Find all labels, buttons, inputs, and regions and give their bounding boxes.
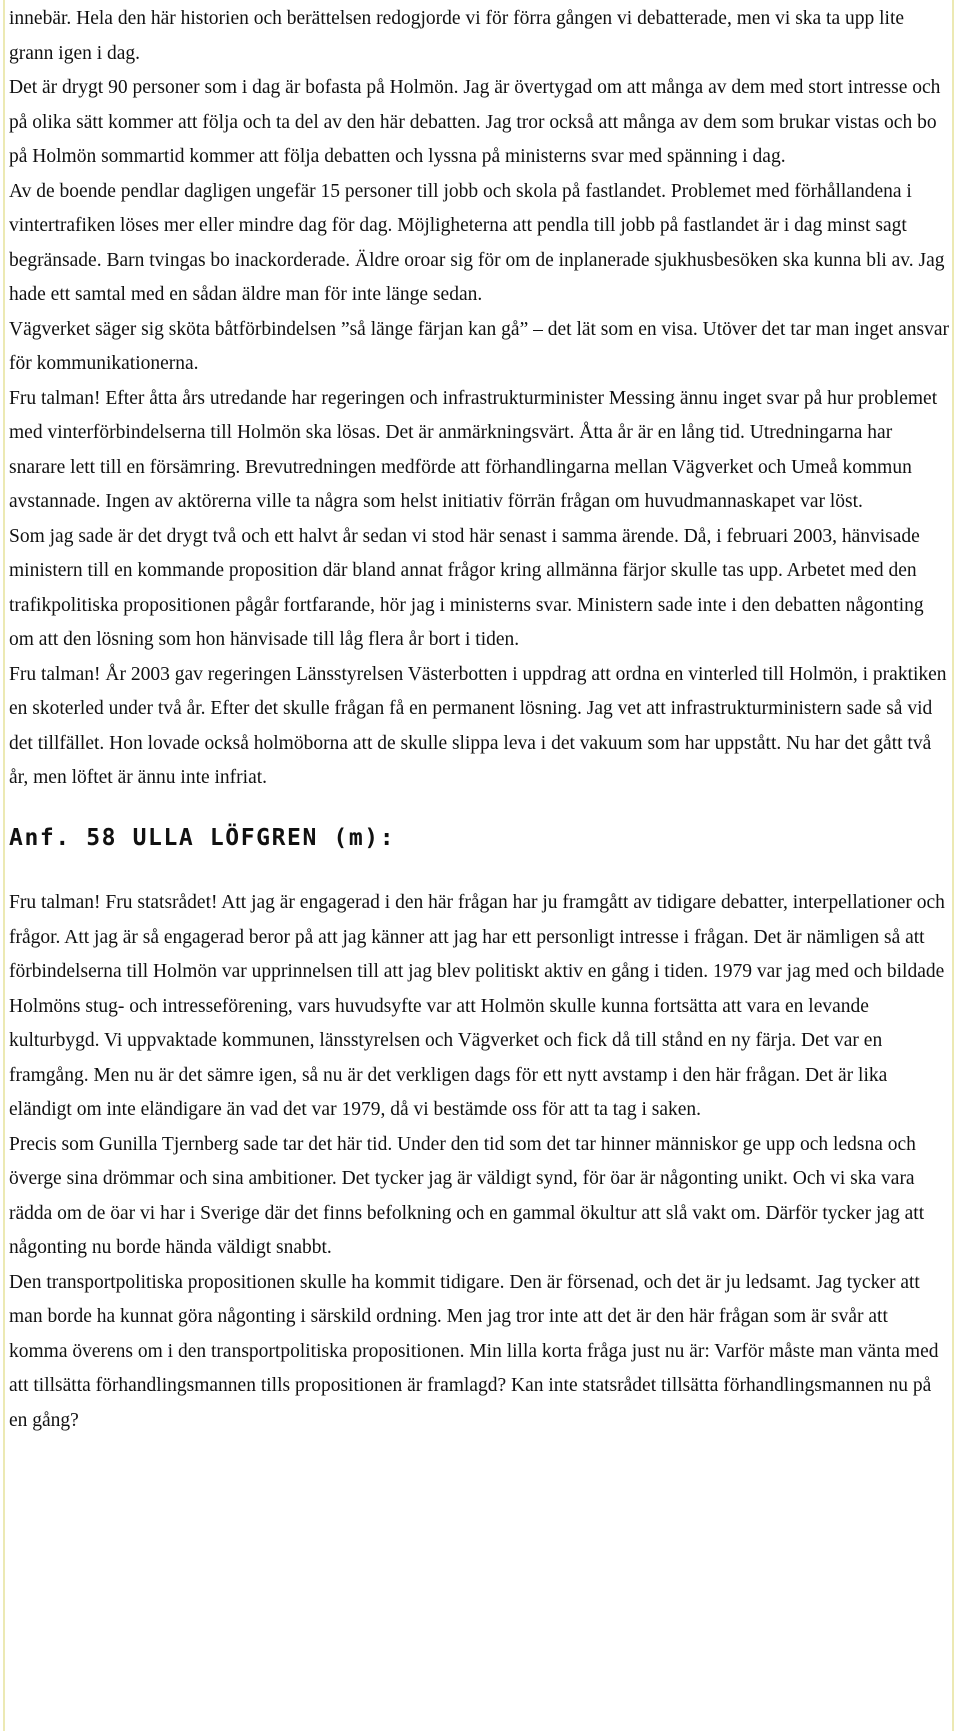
paragraph: Av de boende pendlar dagligen ungefär 15 personer till jobb och skola på fastlandet. Problemet med förhållandena i vintertrafiken löses mer eller mindre dag för dag. Möjligheterna att pendla till jobb på fastlandet är i dag minst sagt begränsade. Barn tvingas bo inackorderade. Äldre oroar sig för om de inplanerade sjukhusbesöken ska kunna bli av. Jag hade ett samtal med en sådan äldre man för inte länge sedan. — [9, 180, 945, 305]
paragraph: Vägverket säger sig sköta båtförbindelsen ”så länge färjan kan gå” – det lät som en visa. Utöver det tar man inget ansvar för kommunikationerna. — [9, 318, 949, 374]
document-body — [9, 2, 949, 1438]
left-border-rule — [3, 0, 5, 1731]
paragraph: Fru talman! År 2003 gav regeringen Länsstyrelsen Västerbotten i uppdrag att ordna en vinterled till Holmön, i praktiken en skoterled under två år. Efter det skulle frågan få en permanent lösning. Jag vet att infrastrukturministern sade så vid det tillfället. Hon lovade också holmöborna att de skulle slippa leva i det vakuum som har uppstått. Nu har det gått två år, men löftet är ännu inte infriat. — [9, 663, 947, 788]
speaker-heading: Anf. 58 ULLA LÖFGREN (m): — [9, 824, 396, 851]
right-border-rule — [952, 0, 954, 1731]
paragraph: Precis som Gunilla Tjernberg sade tar det här tid. Under den tid som det tar hinner människor ge upp och ledsna och överge sina drömmar och sina ambitioner. Det tycker jag är väldigt synd, för öar är någonting unikt. Och vi ska vara rädda om de öar vi har i Sverige där det finns befolkning och en gammal ökultur att slå vakt om. Därför tycker jag att någonting nu borde hända väldigt snabbt. — [9, 1133, 925, 1258]
paragraph: Fru talman! Efter åtta års utredande har regeringen och infrastrukturminister Messing ännu inget svar på hur problemet med vinterförbindelserna till Holmön ska lösas. Det är anmärkningsvärt. Åtta år är en lång tid. Utredningarna har snarare lett till en försämring. Brevutredningen medförde att förhandlingarna mellan Vägverket och Umeå kommun avstannade. Ingen av aktörerna ville ta några som helst initiativ förrän frågan om huvudmannaskapet var löst. — [9, 387, 938, 512]
paragraph: Fru talman! Fru statsrådet! Att jag är engagerad i den här frågan har ju framgått av tidigare debatter, interpellationer och frågor. Att jag är så engagerad beror på att jag känner att jag har ett personligt intresse i frågan. Det är nämligen så att förbindelserna till Holmön var upprinnelsen till att jag blev politiskt aktiv en gång i tiden. 1979 var jag med och bildade Holmöns stug- och intresseförening, vars huvudsyfte var att Holmön skulle kunna fortsätta att vara en levande kulturbygd. Vi uppvaktade kommunen, länsstyrelsen och Vägverket och fick då till stånd en ny färja. Det var en framgång. Men nu är det sämre igen, så nu är det verkligen dags för ett nytt avstamp i den här frågan. Det är lika eländigt om inte eländigare än vad det var 1979, då vi bestämde oss för att ta tag i saken. — [9, 892, 945, 1120]
paragraph: Som jag sade är det drygt två och ett halvt år sedan vi stod här senast i samma ärende. Då, i februari 2003, hänvisade ministern till en kommande proposition där bland annat frågor kring allmänna färjor skulle tas upp. Arbetet med den trafikpolitiska propositionen pågår fortfarande, hör jag i ministerns svar. Ministern sade inte i den debatten någonting om att den lösning som hon hänvisade till låg flera år bort i tiden. — [9, 525, 924, 650]
paragraph: Den transportpolitiska propositionen skulle ha kommit tidigare. Den är försenad, och det är ju ledsamt. Jag tycker att man borde ha kunnat göra någonting i särskild ordning. Men jag tror inte att det är den här frågan som är svår att komma överens om i den transportpolitiska propositionen. Min lilla korta fråga just nu är: Varför måste man vänta med att tillsätta förhandlingsmannen tills propositionen är framlagd? Kan inte statsrådet tillsätta förhandlingsmannen nu på en gång? — [9, 1271, 939, 1431]
paragraph: innebär. Hela den här historien och berättelsen redogjorde vi för förra gången vi debatterade, men vi ska ta upp lite grann igen i dag. — [9, 8, 905, 64]
paragraph: Det är drygt 90 personer som i dag är bofasta på Holmön. Jag är övertygad om att många av dem med stort intresse och på olika sätt kommer att följa och ta del av den här debatten. Jag tror också att många av dem som brukar vistas och bo på Holmön sommartid kommer att följa debatten och lyssna på ministerns svar med spänning i dag. — [9, 77, 941, 167]
